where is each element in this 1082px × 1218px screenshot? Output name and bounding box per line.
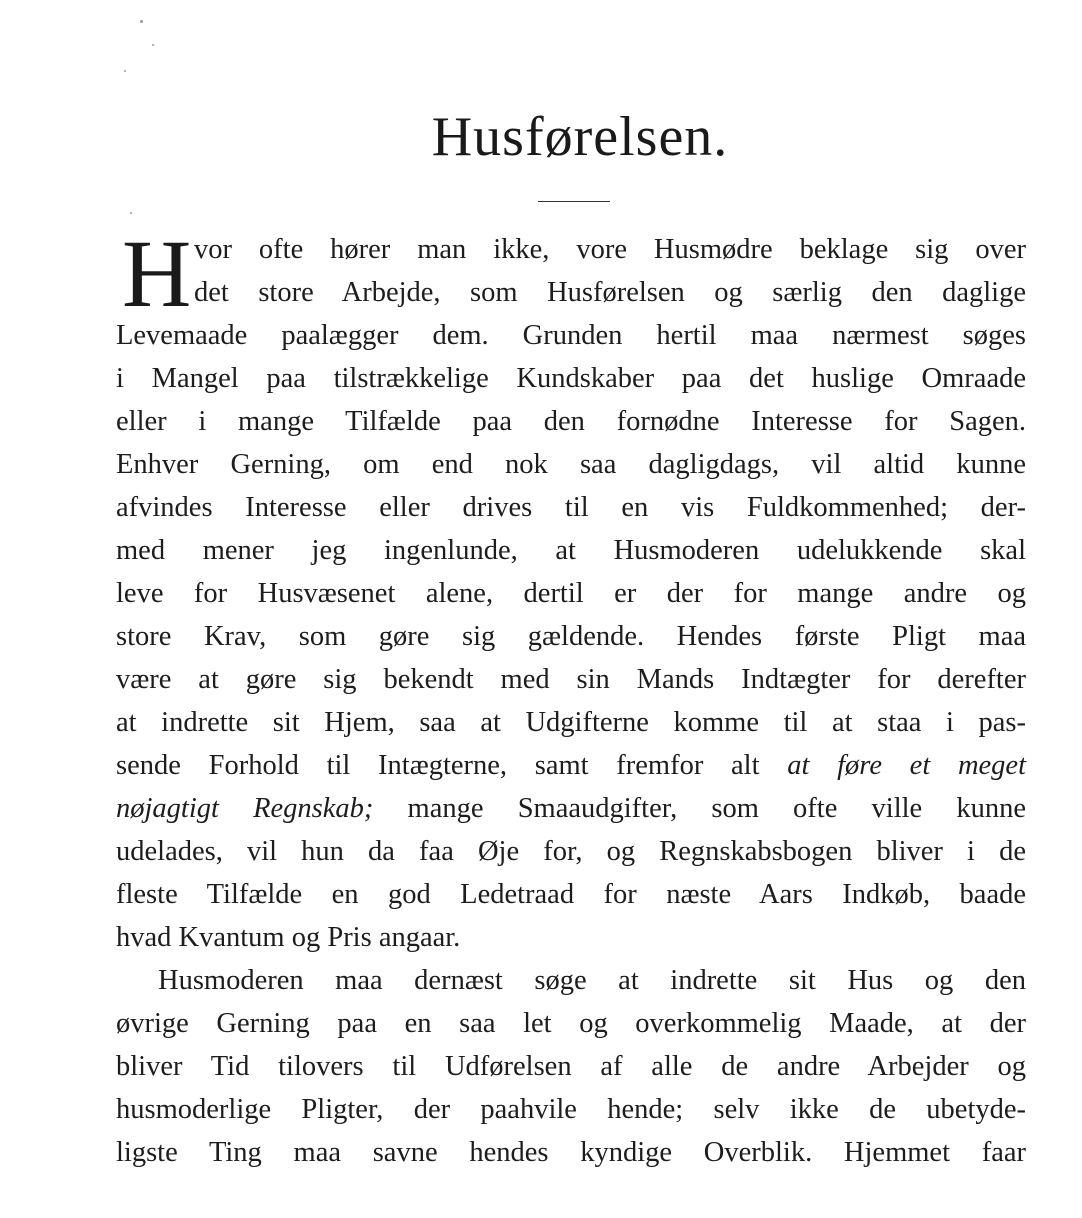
text-line: øvrige Gerning paa en saa let og overkommelig Maade, at der xyxy=(116,1008,1026,1039)
text-line: med mener jeg ingenlunde, at Husmoderen udelukkende skal xyxy=(116,535,1026,566)
text-line: eller i mange Tilfælde paa den fornødne Interesse for Sagen. xyxy=(116,406,1026,437)
title-divider xyxy=(538,201,610,202)
text-line: afvindes Interesse eller drives til en vis Fuldkommenhed; der- xyxy=(116,492,1026,523)
text-line: ligste Ting maa savne hendes kyndige Overblik. Hjemmet faar xyxy=(116,1137,1026,1168)
text-line: det store Arbejde, som Husførelsen og særlig den daglige xyxy=(194,277,1026,308)
chapter-title: Husførelsen. xyxy=(431,106,729,168)
paper-speck xyxy=(152,44,154,46)
text-line-mixed xyxy=(116,744,1026,787)
italic-phrase: nøjagtigt Regnskab; xyxy=(116,793,374,824)
body-text xyxy=(116,220,1027,1174)
text-line: vor ofte hører man ikke, vore Husmødre beklage sig over xyxy=(194,234,1026,265)
text-line: Husmoderen maa dernæst søge at indrette sit Hus og den xyxy=(158,965,1026,996)
text-line-mixed xyxy=(116,787,1026,830)
text-line: udelades, vil hun da faa Øje for, og Regnskabsbogen bliver i de xyxy=(116,836,1026,867)
text-line: Enhver Gerning, om end nok saa dagligdags, vil altid kunne xyxy=(116,449,1026,480)
text-line: Levemaade paalægger dem. Grunden hertil maa nærmest søges xyxy=(116,320,1026,351)
paper-speck xyxy=(124,70,126,72)
text-line: hvad Kvantum og Pris angaar. xyxy=(116,922,461,953)
italic-phrase: at føre et meget xyxy=(787,750,1027,781)
text-line: store Krav, som gøre sig gældende. Hendes første Pligt maa xyxy=(116,621,1026,652)
text-line: husmoderlige Pligter, der paahvile hende; selv ikke de ubetyde- xyxy=(116,1094,1026,1125)
paper-speck xyxy=(130,212,132,214)
paper-speck xyxy=(140,20,143,23)
text-line: være at gøre sig bekendt med sin Mands Indtægter for derefter xyxy=(116,664,1026,695)
text-run: mange Smaaudgifter, som ofte ville kunne xyxy=(373,793,1027,824)
text-line: at indrette sit Hjem, saa at Udgifterne komme til at staa i pas- xyxy=(116,707,1026,738)
text-line: leve for Husvæsenet alene, dertil er der for mange andre og xyxy=(116,578,1026,609)
text-line: i Mangel paa tilstrækkelige Kundskaber paa det huslige Omraade xyxy=(116,363,1026,394)
text-line: bliver Tid tilovers til Udførelsen af alle de andre Arbejder og xyxy=(116,1051,1026,1082)
text-line: fleste Tilfælde en god Ledetraad for næste Aars Indkøb, baade xyxy=(116,879,1026,910)
drop-cap: H xyxy=(122,220,192,327)
text-run: sende Forhold til Intægterne, samt fremfor alt xyxy=(116,750,788,781)
